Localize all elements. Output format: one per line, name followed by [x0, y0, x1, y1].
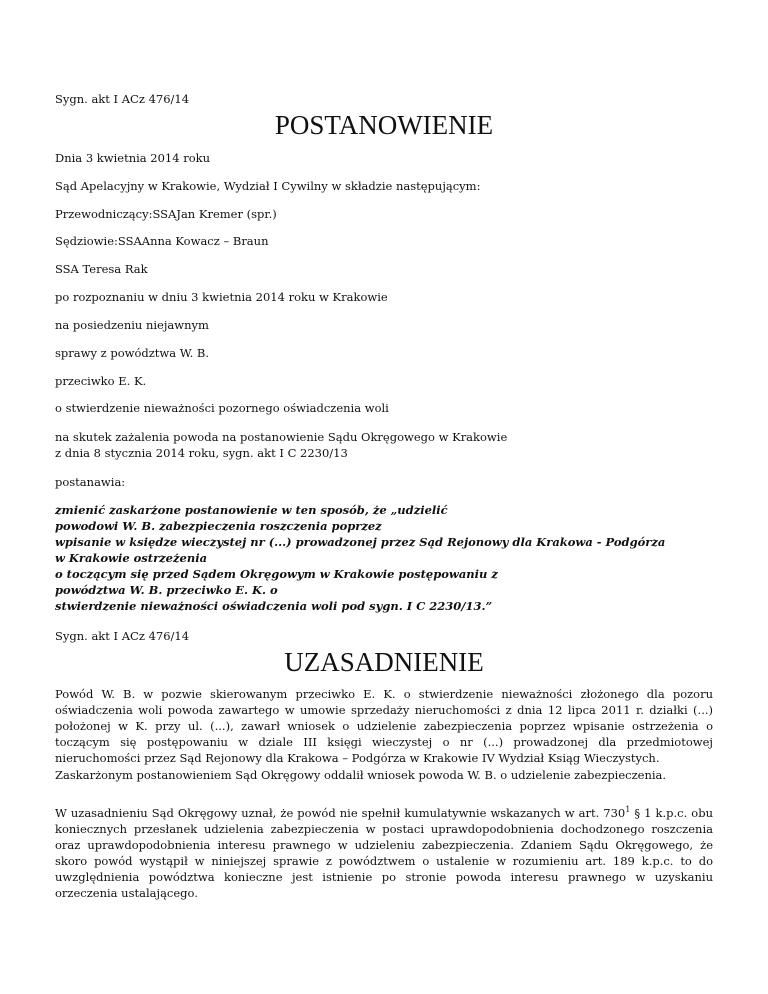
- document-title: POSTANOWIENIE: [274, 110, 494, 140]
- section-title: UZASADNIENIE: [284, 647, 484, 677]
- court-line: Sąd Apelacyjny w Krakowie, Wydział I Cywilny w składzie następującym:: [55, 179, 481, 193]
- ruling-line: o toczącym się przed Sądem Okręgowym w Krakowie postępowaniu z: [55, 567, 498, 581]
- ruling-line: stwierdzenie nieważności oświadczenia woli pod sygn. I C 2230/13.”: [55, 599, 493, 613]
- appeal-block: [55, 429, 713, 461]
- judge-line: SSA Teresa Rak: [55, 262, 148, 276]
- ruling-line: zmienić zaskarżone postanowienie w ten sposób, że „udzielić: [55, 503, 448, 517]
- appeal-line: na skutek zażalenia powoda na postanowienie Sądu Okręgowego w Krakowie: [55, 430, 508, 444]
- ruling-block: [55, 502, 713, 614]
- superscript: 1: [625, 805, 631, 815]
- ruling-line: w Krakowie ostrzeżenia: [55, 551, 208, 565]
- case-reference-2: Sygn. akt I ACz 476/14: [55, 629, 190, 643]
- body-paragraph: Zaskarżonym postanowieniem Sąd Okręgowy oddalił wniosek powoda W. B. o udzielenie zabezpieczenia.: [55, 768, 667, 782]
- body-paragraph: Powód W. B. w pozwie skierowanym przeciwko E. K. o stwierdzenie nieważności złożonego dla pozoru oświadczenia woli powoda zawartego w umowie sprzedaży nieruchomości z dnia 12 lipca 2011 r. działki (...) położonej w K. przy ul. (...), zawarł wniosek o udzielenie zabezpieczenia poprzez wpisanie ostrzeżenia o toczącym się postępowaniu w dziale III księgi wieczystej o nr (...) prowadzonej dla przedmiotowej nieruchomości przez Sąd Rejonowy dla Krakowa – Podgórza w Krakowie IV Wydział Ksiąg Wieczystych.: [55, 687, 713, 765]
- ruling-line: powództwa W. B. przeciwko E. K. o: [55, 583, 278, 597]
- session-line: na posiedzeniu niejawnym: [55, 318, 209, 332]
- date-line: Dnia 3 kwietnia 2014 roku: [55, 151, 211, 165]
- paragraph-text: W uzasadnieniu Sąd Okręgowy uznał, że powód nie spełnił kumulatywnie wskazanych w art. 730: [55, 806, 626, 820]
- case-of-line: sprawy z powództwa W. B.: [55, 346, 210, 360]
- examined-line: po rozpoznaniu w dniu 3 kwietnia 2014 roku w Krakowie: [55, 290, 388, 304]
- subject-line: o stwierdzenie nieważności pozornego oświadczenia woli: [55, 401, 389, 415]
- body-paragraph: [55, 805, 713, 901]
- decides-line: postanawia:: [55, 475, 126, 489]
- against-line: przeciwko E. K.: [55, 374, 147, 388]
- case-reference: Sygn. akt I ACz 476/14: [55, 92, 190, 106]
- ruling-line: wpisanie w księdze wieczystej nr (...) prowadzonej przez Sąd Rejonowy dla Krakowa - Podgórza: [55, 535, 666, 549]
- ruling-line: powodowi W. B. zabezpieczenia roszczenia poprzez: [55, 519, 382, 533]
- appeal-line: z dnia 8 stycznia 2014 roku, sygn. akt I C 2230/13: [55, 446, 348, 460]
- judges-line: Sędziowie:SSAAnna Kowacz – Braun: [55, 234, 269, 248]
- presiding-judge: Przewodniczący:SSAJan Kremer (spr.): [55, 207, 277, 221]
- paragraph-text: § 1 k.p.c. obu koniecznych przesłanek udzielenia zabezpieczenia w postaci uprawdopodobnienia dochodzonego roszczenia oraz uprawdopodobnienia interesu prawnego w udzieleniu zabezpieczenia. Zdaniem Sądu Okręgowego, że skoro powód wystąpił w niniejszej sprawie z powództwem o ustalenie w rozumieniu art. 189 k.p.c. to do uwzględnienia powództwa konieczne jest istnienie po stronie powoda interesu prawnego w uzyskaniu orzeczenia ustalającego.: [55, 806, 713, 900]
